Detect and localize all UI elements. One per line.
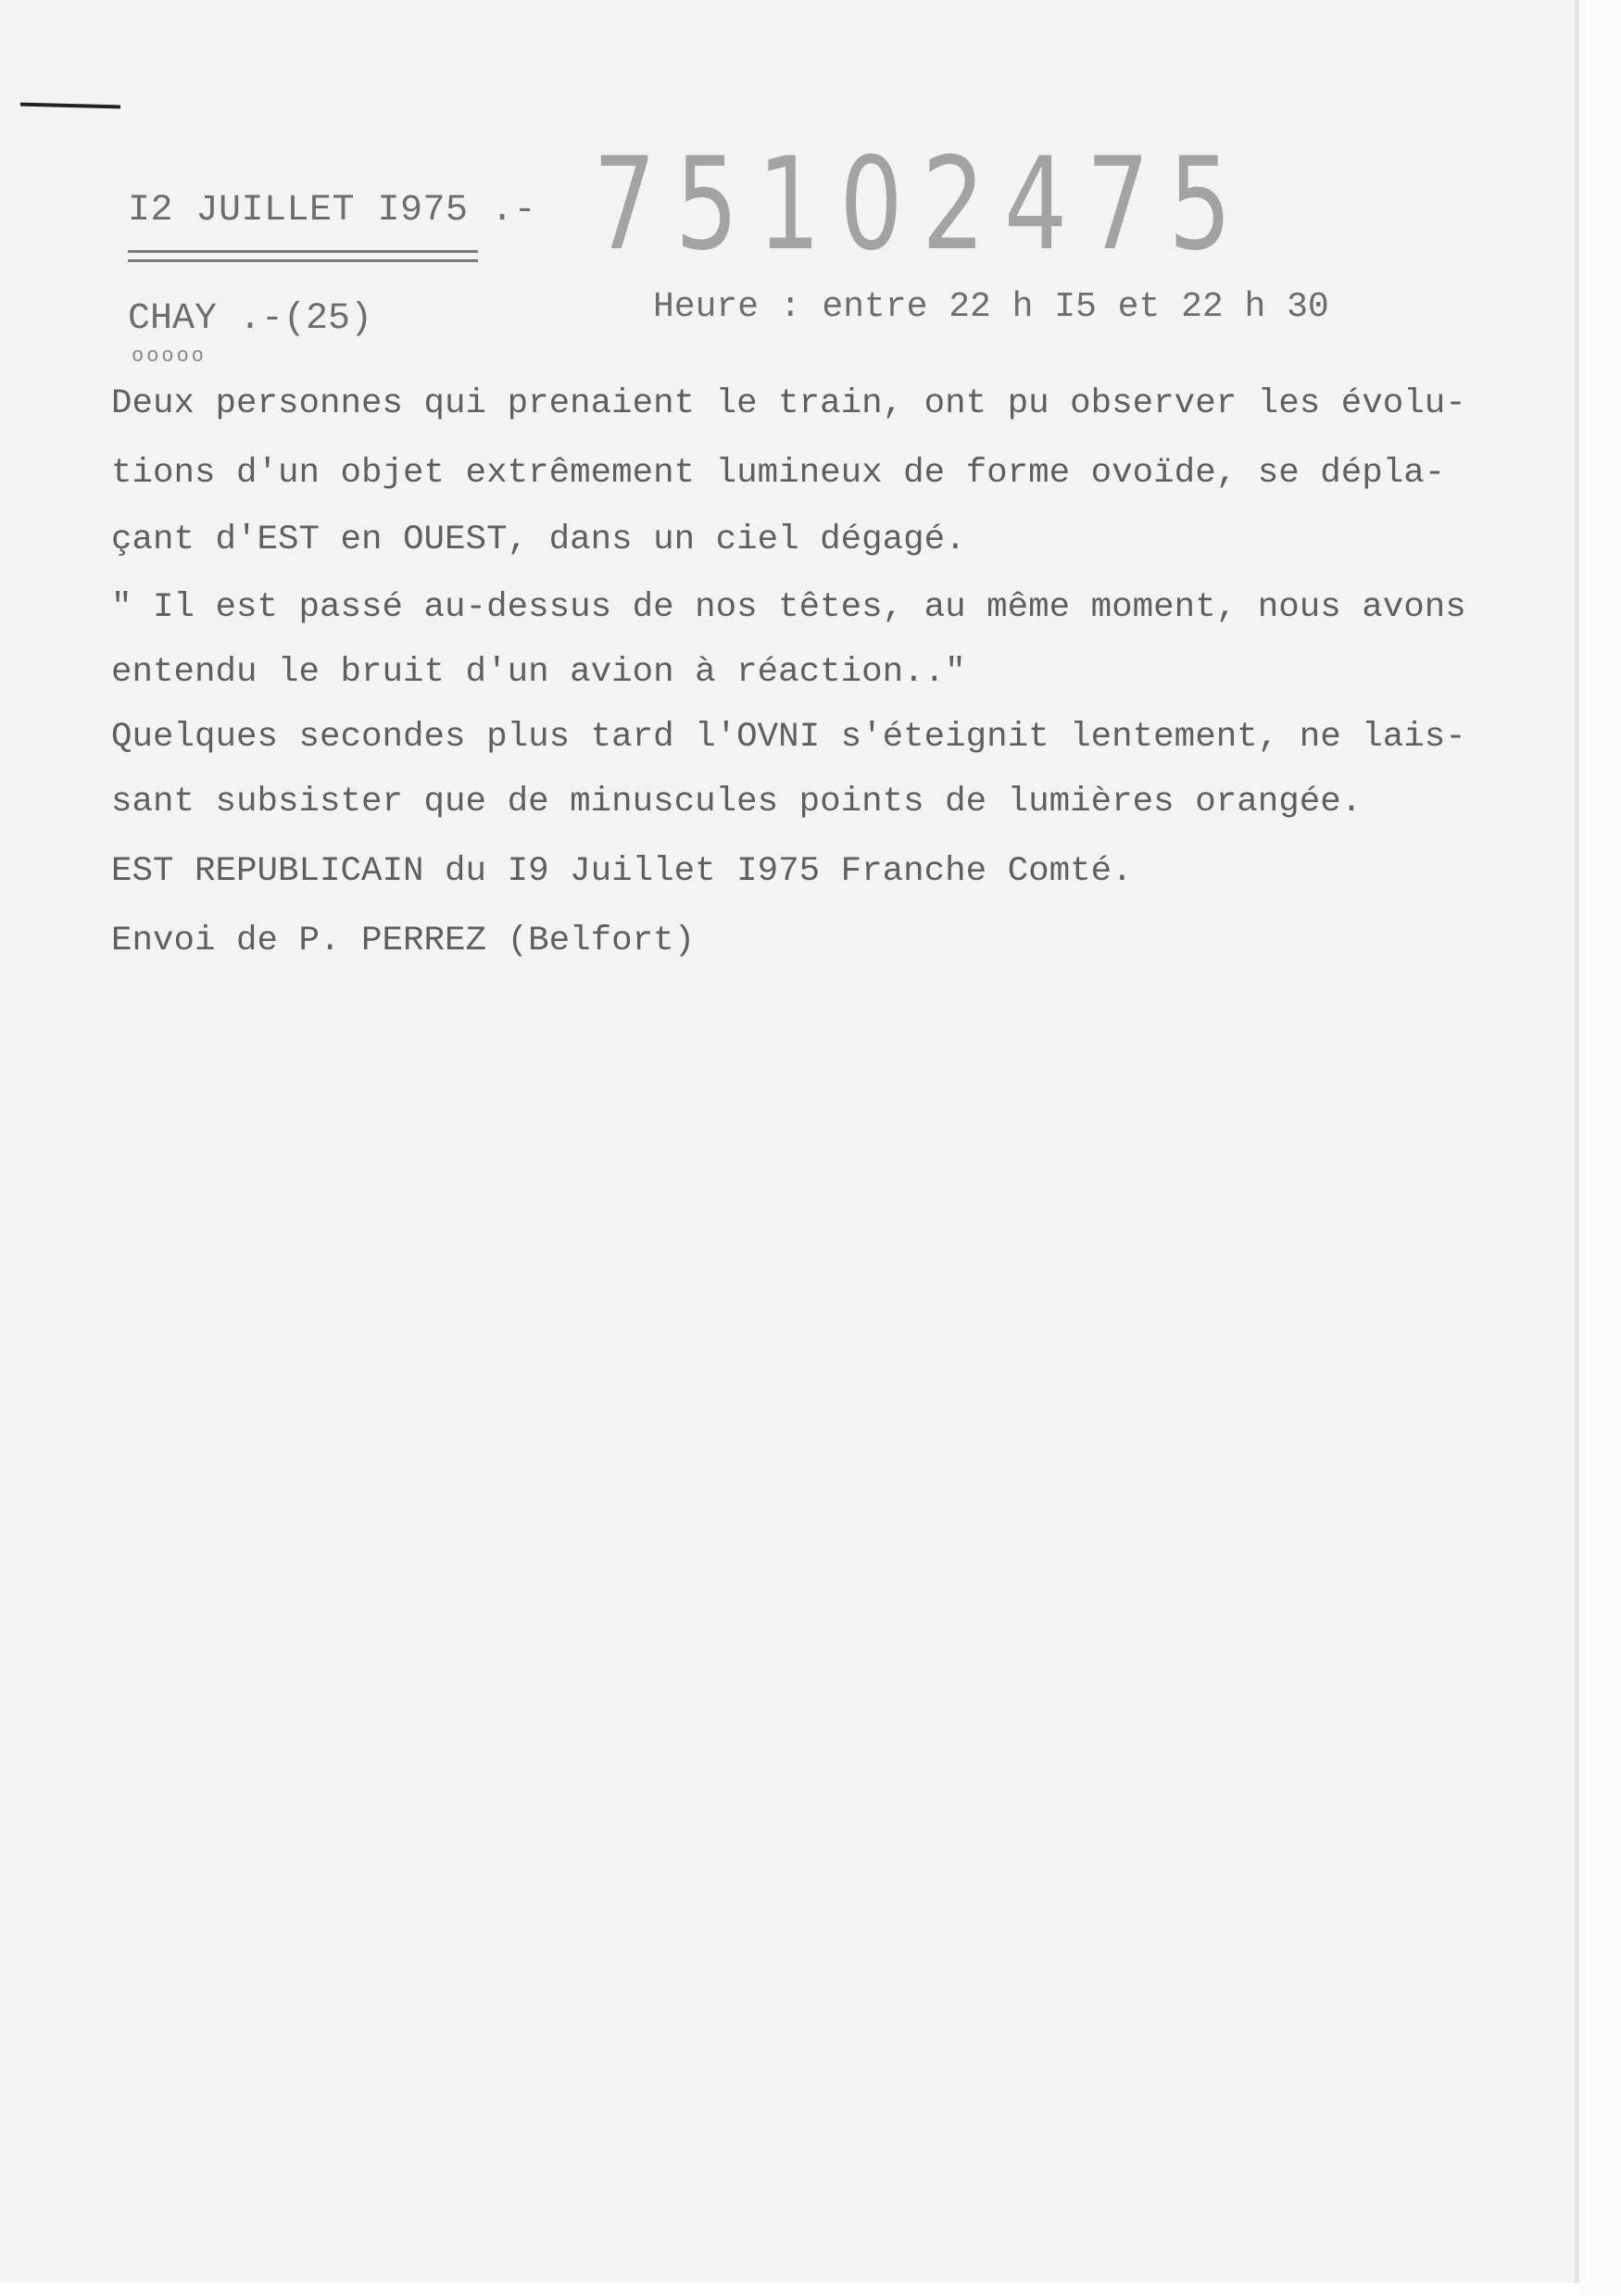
body-line: " Il est passé au-dessus de nos têtes, au même moment, nous avons (111, 588, 1466, 627)
body-line: sant subsister que de minuscules points de lumières orangée. (111, 783, 1363, 822)
location-heading: CHAY .-(25) (128, 298, 373, 340)
body-line: tions d'un objet extrêmement lumineux de forme ovoïde, se dépla- (111, 454, 1446, 493)
source-line: EST REPUBLICAIN du I9 Juillet I975 Franche Comté. (111, 852, 1133, 891)
body-line: entendu le bruit d'un avion à réaction.." (111, 653, 966, 692)
body-line: Deux personnes qui prenaient le train, ont pu observer les évolu- (111, 384, 1466, 423)
sighting-time: Heure : entre 22 h I5 et 22 h 30 (653, 287, 1329, 327)
report-date: I2 JUILLET I975 .- (128, 190, 537, 232)
body-line: çant d'EST en OUEST, dans un ciel dégagé. (111, 521, 966, 559)
case-number-stamp: 75102475 (593, 130, 1251, 279)
page-edge (1579, 0, 1621, 2296)
sender-line: Envoi de P. PERREZ (Belfort) (111, 922, 696, 960)
date-underline-bottom (128, 259, 478, 262)
location-underline-marks: ooooo (132, 345, 207, 368)
body-line: Quelques secondes plus tard l'OVNI s'éteignit lentement, ne lais- (111, 718, 1466, 757)
date-underline-top (128, 250, 478, 253)
